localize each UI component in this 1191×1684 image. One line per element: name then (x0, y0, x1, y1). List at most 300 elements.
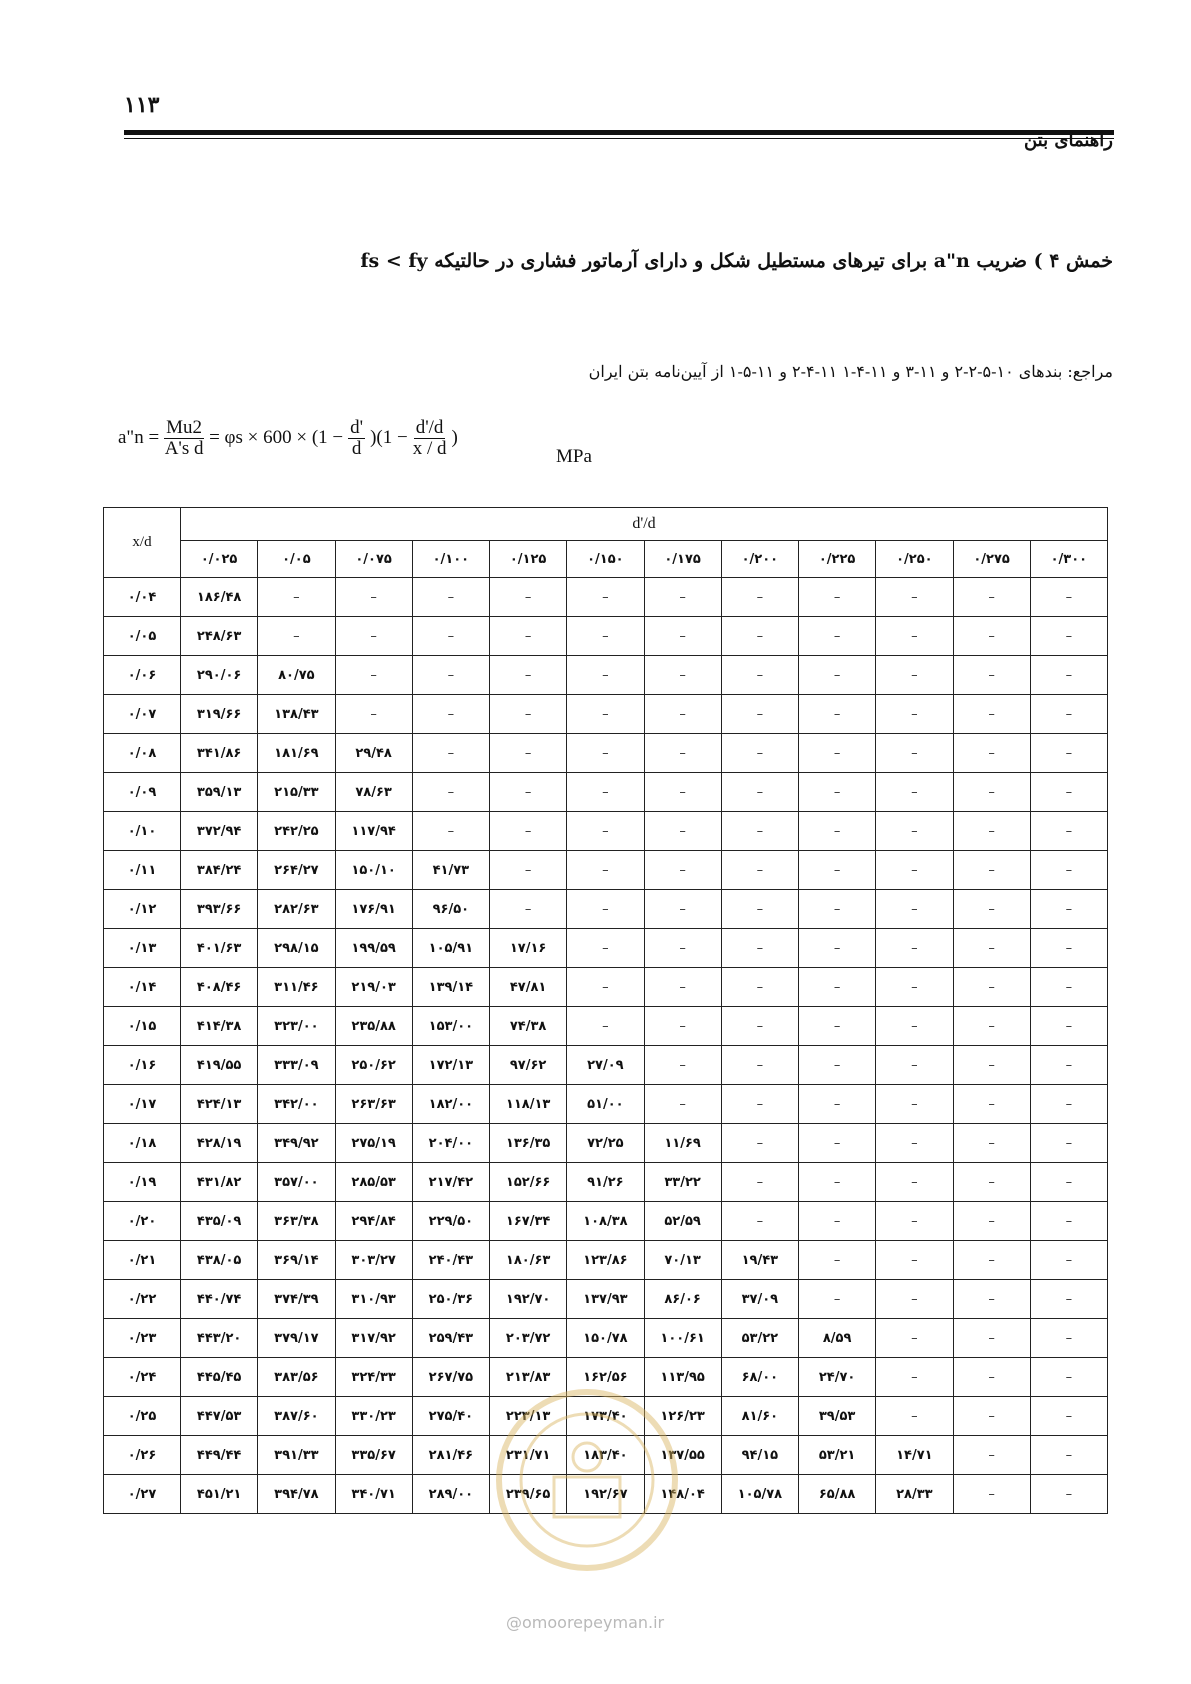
table-cell: – (335, 695, 412, 734)
table-cell: – (799, 1085, 876, 1124)
row-header-xd: ۰/۰۷ (104, 695, 181, 734)
column-header: ۰/۱۰۰ (412, 541, 489, 578)
table-cell: ۱۵۰/۱۰ (335, 851, 412, 890)
table-cell: ۳۸۷/۶۰ (258, 1397, 335, 1436)
page-number: ۱۱۳ (124, 92, 160, 118)
table-row (104, 617, 1108, 656)
table-cell: – (721, 695, 798, 734)
table-cell: ۷۸/۶۳ (335, 773, 412, 812)
table-cell: – (644, 1085, 721, 1124)
table-cell: ۴۴۵/۴۵ (181, 1358, 258, 1397)
table-cell: – (953, 578, 1030, 617)
table-cell: – (953, 1319, 1030, 1358)
table-cell: ۳۱۰/۹۳ (335, 1280, 412, 1319)
table-cell: – (644, 734, 721, 773)
formula-num-1: Mu2 (166, 417, 203, 438)
row-header-xd: ۰/۲۱ (104, 1241, 181, 1280)
table-cell: ۳۷۴/۳۹ (258, 1280, 335, 1319)
table-cell: – (876, 734, 953, 773)
table-cell: ۵۳/۲۲ (721, 1319, 798, 1358)
table-cell: – (799, 617, 876, 656)
table-cell: – (953, 1358, 1030, 1397)
table-cell: – (953, 968, 1030, 1007)
table-cell: – (1030, 1280, 1107, 1319)
formula-fraction-1 (164, 418, 204, 459)
table-cell: – (953, 617, 1030, 656)
table-cell: ۱۰۸/۳۸ (567, 1202, 644, 1241)
row-header-xd: ۰/۱۴ (104, 968, 181, 1007)
table-cell: – (1030, 968, 1107, 1007)
table-cell: – (876, 695, 953, 734)
table-cell: – (799, 1280, 876, 1319)
running-head: راهنمای بتن (1023, 130, 1113, 151)
row-header-xd: ۰/۰۹ (104, 773, 181, 812)
table-row (104, 1007, 1108, 1046)
table-cell: – (1030, 1007, 1107, 1046)
table-cell: ۱۴/۷۱ (876, 1436, 953, 1475)
table-cell: ۱۷۶/۹۱ (335, 890, 412, 929)
formula-end: ) (451, 427, 458, 449)
table-row (104, 1202, 1108, 1241)
table-cell: – (799, 1163, 876, 1202)
table-cell: ۱۶۲/۵۶ (567, 1358, 644, 1397)
table-cell: – (799, 695, 876, 734)
column-header: ۰/۱۷۵ (644, 541, 721, 578)
row-header-xd: ۰/۰۶ (104, 656, 181, 695)
table-row (104, 773, 1108, 812)
table-cell: ۲۴۰/۴۳ (412, 1241, 489, 1280)
table-cell: – (567, 656, 644, 695)
table-cell: – (876, 1319, 953, 1358)
table-cell: ۳۳۳/۰۹ (258, 1046, 335, 1085)
table-cell: ۴۱/۷۳ (412, 851, 489, 890)
table-cell: – (876, 773, 953, 812)
table-cell: – (799, 734, 876, 773)
table-cell: ۷۴/۳۸ (490, 1007, 567, 1046)
column-header: ۰/۲۷۵ (953, 541, 1030, 578)
table-cell: – (567, 617, 644, 656)
table-cell: – (953, 773, 1030, 812)
table-cell: – (799, 656, 876, 695)
publisher-seal-icon (492, 1385, 682, 1575)
table-cell: ۱۷۲/۱۳ (412, 1046, 489, 1085)
table-cell: ۹۷/۶۲ (490, 1046, 567, 1085)
table-cell: – (876, 1085, 953, 1124)
table-cell: – (953, 695, 1030, 734)
table-cell: – (876, 1163, 953, 1202)
table-cell: – (721, 812, 798, 851)
row-header-xd: ۰/۲۷ (104, 1475, 181, 1514)
table-cell: – (876, 1397, 953, 1436)
table-cell: ۲۳۱/۷۱ (490, 1436, 567, 1475)
table-cell: – (1030, 734, 1107, 773)
table-cell: ۳۱۱/۴۶ (258, 968, 335, 1007)
table-row (104, 1124, 1108, 1163)
table-cell: – (799, 812, 876, 851)
coefficient-table (103, 507, 1108, 1514)
table-cell: ۱۰۵/۹۱ (412, 929, 489, 968)
table-cell: – (876, 578, 953, 617)
table-row (104, 578, 1108, 617)
table-cell: – (567, 695, 644, 734)
table-cell: ۲۷/۰۹ (567, 1046, 644, 1085)
table-cell: ۳۳۵/۶۷ (335, 1436, 412, 1475)
table-cell: – (490, 578, 567, 617)
table-cell: ۱۵۳/۰۰ (412, 1007, 489, 1046)
table-cell: – (953, 890, 1030, 929)
table-cell: – (799, 851, 876, 890)
section-condition: fs < fy (360, 250, 428, 272)
table-cell: – (490, 851, 567, 890)
table-cell: ۳۵۹/۱۳ (181, 773, 258, 812)
table-cell: ۴۴۳/۲۰ (181, 1319, 258, 1358)
table-cell: – (258, 578, 335, 617)
table-cell: – (876, 1124, 953, 1163)
row-header-xd: ۰/۱۸ (104, 1124, 181, 1163)
table-cell: – (953, 1046, 1030, 1085)
coefficient-table-wrapper (103, 507, 1108, 1514)
row-header-xd: ۰/۲۲ (104, 1280, 181, 1319)
column-group-title: d'/d (181, 508, 1108, 541)
table-cell: ۲۵۰/۶۲ (335, 1046, 412, 1085)
table-row (104, 968, 1108, 1007)
table-row (104, 695, 1108, 734)
table-cell: – (490, 656, 567, 695)
table-cell: ۸۶/۰۶ (644, 1280, 721, 1319)
table-cell: – (876, 812, 953, 851)
table-cell: ۱۸۶/۴۸ (181, 578, 258, 617)
table-cell: – (1030, 851, 1107, 890)
table-cell: – (490, 695, 567, 734)
table-cell: ۲۵۰/۳۶ (412, 1280, 489, 1319)
table-cell: – (335, 578, 412, 617)
table-cell: – (799, 578, 876, 617)
table-cell: – (644, 890, 721, 929)
table-cell: – (721, 890, 798, 929)
formula-mid-2: )(1 − (370, 427, 408, 449)
table-cell: – (258, 617, 335, 656)
table-cell: – (1030, 773, 1107, 812)
table-cell: ۳۵۷/۰۰ (258, 1163, 335, 1202)
table-cell: ۲۱۹/۰۳ (335, 968, 412, 1007)
seal-grid (554, 1477, 620, 1517)
column-header: ۰/۰۲۵ (181, 541, 258, 578)
table-cell: ۱۱۷/۹۴ (335, 812, 412, 851)
table-row (104, 1163, 1108, 1202)
unit-label: MPa (556, 446, 592, 467)
table-cell: ۲۷۵/۴۰ (412, 1397, 489, 1436)
table-cell: – (876, 851, 953, 890)
table-cell: ۳۲۳/۰۰ (258, 1007, 335, 1046)
table-cell: – (876, 1241, 953, 1280)
table-cell: ۱۳۸/۴۳ (258, 695, 335, 734)
table-row (104, 656, 1108, 695)
table-cell: – (799, 1241, 876, 1280)
header-rule (124, 130, 1114, 135)
table-cell: ۲۵۹/۴۳ (412, 1319, 489, 1358)
table-cell: – (567, 851, 644, 890)
formula-lhs: a"n = (118, 427, 160, 449)
table-cell: ۳۷۲/۹۴ (181, 812, 258, 851)
table-cell: ۲۱۵/۳۳ (258, 773, 335, 812)
table-cell: – (721, 1124, 798, 1163)
table-cell: – (567, 929, 644, 968)
table-cell: – (721, 1046, 798, 1085)
table-cell: – (1030, 1358, 1107, 1397)
seal-center-mark (573, 1443, 601, 1471)
formula-num-2: d' (350, 417, 364, 438)
table-cell: ۱۵۲/۶۶ (490, 1163, 567, 1202)
table-cell: – (567, 578, 644, 617)
table-cell: – (721, 851, 798, 890)
table-cell: – (490, 890, 567, 929)
table-cell: – (644, 812, 721, 851)
table-cell: – (953, 1241, 1030, 1280)
row-header-xd: ۰/۲۰ (104, 1202, 181, 1241)
row-header-xd: ۰/۰۵ (104, 617, 181, 656)
table-cell: ۳۳/۲۲ (644, 1163, 721, 1202)
seal-inner-ring (521, 1414, 653, 1546)
table-cell: ۸۰/۷۵ (258, 656, 335, 695)
table-cell: ۳۴۲/۰۰ (258, 1085, 335, 1124)
table-cell: – (644, 968, 721, 1007)
formula-den-1: A's d (164, 437, 204, 459)
table-cell: – (490, 812, 567, 851)
section-title (113, 250, 1113, 272)
table-cell: ۲۶۷/۷۵ (412, 1358, 489, 1397)
table-cell: ۹۱/۲۶ (567, 1163, 644, 1202)
formula-den-2: d (351, 437, 362, 459)
table-cell: ۱۹/۴۳ (721, 1241, 798, 1280)
table-cell: – (644, 1007, 721, 1046)
table-cell: ۲۳۵/۸۸ (335, 1007, 412, 1046)
table-row (104, 1319, 1108, 1358)
row-header-xd: ۰/۱۱ (104, 851, 181, 890)
table-cell: ۲۷۵/۱۹ (335, 1124, 412, 1163)
table-cell: – (953, 734, 1030, 773)
table-cell: ۸/۵۹ (799, 1319, 876, 1358)
row-header-xd: ۰/۰۸ (104, 734, 181, 773)
formula-den-3: x / d (412, 437, 447, 459)
table-cell: – (644, 929, 721, 968)
table-cell: – (490, 734, 567, 773)
table-row (104, 1046, 1108, 1085)
table-cell: – (721, 578, 798, 617)
table-cell: ۲۶۴/۲۷ (258, 851, 335, 890)
table-cell: ۴۳۸/۰۵ (181, 1241, 258, 1280)
row-header-xd: ۰/۲۵ (104, 1397, 181, 1436)
table-cell: ۲۱۳/۸۳ (490, 1358, 567, 1397)
table-cell: ۴۱۴/۳۸ (181, 1007, 258, 1046)
table-cell: ۱۶۷/۳۴ (490, 1202, 567, 1241)
table-cell: ۹۴/۱۵ (721, 1436, 798, 1475)
column-header: ۰/۳۰۰ (1030, 541, 1107, 578)
table-cell: ۴۰۱/۶۳ (181, 929, 258, 968)
table-cell: – (721, 1163, 798, 1202)
column-header: ۰/۲۰۰ (721, 541, 798, 578)
table-cell: – (644, 773, 721, 812)
column-header: ۰/۰۵ (258, 541, 335, 578)
table-cell: ۴۴۷/۵۳ (181, 1397, 258, 1436)
table-cell: ۶۸/۰۰ (721, 1358, 798, 1397)
table-cell: – (876, 1007, 953, 1046)
table-cell: ۲۰۳/۷۲ (490, 1319, 567, 1358)
watermark: @omoorepeyman.ir (506, 1613, 665, 1632)
table-cell: ۵۲/۵۹ (644, 1202, 721, 1241)
table-cell: ۱۸۲/۰۰ (412, 1085, 489, 1124)
table-row (104, 734, 1108, 773)
row-header-xd: ۰/۲۴ (104, 1358, 181, 1397)
formula (118, 418, 458, 459)
table-cell: ۳۱۹/۶۶ (181, 695, 258, 734)
table-cell: ۴۵۱/۲۱ (181, 1475, 258, 1514)
table-cell: – (412, 695, 489, 734)
table-cell: ۲۸/۳۳ (876, 1475, 953, 1514)
table-cell: – (644, 578, 721, 617)
table-cell: – (1030, 1085, 1107, 1124)
table-cell: ۳۴۹/۹۲ (258, 1124, 335, 1163)
table-cell: ۲۹/۴۸ (335, 734, 412, 773)
table-cell: ۵۱/۰۰ (567, 1085, 644, 1124)
table-cell: ۲۰۴/۰۰ (412, 1124, 489, 1163)
table-cell: – (876, 890, 953, 929)
table-cell: – (799, 890, 876, 929)
seal-outer-ring (499, 1392, 675, 1568)
formula-fraction-2 (348, 418, 365, 459)
column-header: ۰/۰۷۵ (335, 541, 412, 578)
table-cell: – (721, 968, 798, 1007)
table-cell: – (953, 1085, 1030, 1124)
table-cell: ۲۲۹/۵۰ (412, 1202, 489, 1241)
table-cell: – (721, 1085, 798, 1124)
table-cell: ۳۶۹/۱۴ (258, 1241, 335, 1280)
section-title-text: خمش ۴ ) ضریب a"n برای تیرهای مستطیل شکل و دارای آرماتور فشاری در حالتیکه (434, 250, 1113, 272)
table-row (104, 812, 1108, 851)
table-cell: – (721, 929, 798, 968)
table-cell: ۱۱/۶۹ (644, 1124, 721, 1163)
table-cell: – (412, 812, 489, 851)
table-cell: – (953, 1280, 1030, 1319)
table-cell: ۲۸۲/۶۳ (258, 890, 335, 929)
table-cell: ۹۶/۵۰ (412, 890, 489, 929)
table-cell: ۴۱۹/۵۵ (181, 1046, 258, 1085)
table-cell: ۷۲/۲۵ (567, 1124, 644, 1163)
table-cell: – (567, 890, 644, 929)
table-cell: – (721, 617, 798, 656)
table-cell: ۴۰۸/۴۶ (181, 968, 258, 1007)
table-cell: – (1030, 1397, 1107, 1436)
row-header-xd: ۰/۲۶ (104, 1436, 181, 1475)
table-cell: – (799, 968, 876, 1007)
table-header-row-1 (104, 508, 1108, 541)
table-row (104, 851, 1108, 890)
table-cell: ۱۰۵/۷۸ (721, 1475, 798, 1514)
table-cell: – (876, 1202, 953, 1241)
table-cell: ۲۸۵/۵۳ (335, 1163, 412, 1202)
table-row (104, 929, 1108, 968)
row-header-xd: ۰/۲۳ (104, 1319, 181, 1358)
table-cell: ۱۳۹/۱۴ (412, 968, 489, 1007)
table-cell: ۲۲۳/۱۳ (490, 1397, 567, 1436)
table-cell: – (1030, 1202, 1107, 1241)
table-cell: – (721, 1202, 798, 1241)
table-cell: – (953, 656, 1030, 695)
table-cell: ۳۱۷/۹۲ (335, 1319, 412, 1358)
table-cell: ۳۷۹/۱۷ (258, 1319, 335, 1358)
table-cell: ۲۶۳/۶۳ (335, 1085, 412, 1124)
table-cell: ۱۸۰/۶۳ (490, 1241, 567, 1280)
table-cell: – (799, 1124, 876, 1163)
table-cell: ۱۵۰/۷۸ (567, 1319, 644, 1358)
table-cell: ۲۹۰/۰۶ (181, 656, 258, 695)
table-cell: – (567, 968, 644, 1007)
table-cell: ۱۹۲/۶۷ (567, 1475, 644, 1514)
table-cell: ۳۹۳/۶۶ (181, 890, 258, 929)
table-cell: ۱۸۳/۴۰ (567, 1436, 644, 1475)
table-cell: ۲۴۸/۶۳ (181, 617, 258, 656)
table-cell: – (644, 1046, 721, 1085)
table-cell: ۱۲۶/۲۳ (644, 1397, 721, 1436)
table-cell: ۲۱۷/۴۲ (412, 1163, 489, 1202)
table-cell: – (1030, 890, 1107, 929)
table-cell: – (953, 929, 1030, 968)
table-cell: – (953, 1475, 1030, 1514)
table-cell: ۱۸۱/۶۹ (258, 734, 335, 773)
table-cell: – (1030, 929, 1107, 968)
table-cell: ۳۸۴/۲۴ (181, 851, 258, 890)
table-cell: ۸۱/۶۰ (721, 1397, 798, 1436)
table-cell: – (799, 773, 876, 812)
row-header-xd: ۰/۱۵ (104, 1007, 181, 1046)
table-cell: – (1030, 1046, 1107, 1085)
table-cell: – (799, 1202, 876, 1241)
table-cell: ۳۷/۰۹ (721, 1280, 798, 1319)
row-header-xd: ۰/۱۰ (104, 812, 181, 851)
table-cell: ۵۳/۲۱ (799, 1436, 876, 1475)
table-cell: – (953, 1124, 1030, 1163)
table-cell: ۱۴۸/۰۴ (644, 1475, 721, 1514)
table-cell: – (1030, 1436, 1107, 1475)
table-cell: ۶۵/۸۸ (799, 1475, 876, 1514)
table-cell: – (1030, 695, 1107, 734)
table-cell: ۱۳۷/۵۵ (644, 1436, 721, 1475)
table-cell: ۳۹۱/۳۳ (258, 1436, 335, 1475)
table-cell: – (953, 1397, 1030, 1436)
row-header-xd: ۰/۱۶ (104, 1046, 181, 1085)
table-cell: – (1030, 617, 1107, 656)
table-cell: – (953, 851, 1030, 890)
row-header-xd: ۰/۱۹ (104, 1163, 181, 1202)
table-cell: ۱۷/۱۶ (490, 929, 567, 968)
table-cell: – (1030, 578, 1107, 617)
table-cell: ۴۷/۸۱ (490, 968, 567, 1007)
table-cell: ۱۹۲/۷۰ (490, 1280, 567, 1319)
table-cell: – (335, 617, 412, 656)
table-body (104, 578, 1108, 1514)
table-cell: ۲۸۱/۴۶ (412, 1436, 489, 1475)
table-cell: ۱۱۳/۹۵ (644, 1358, 721, 1397)
table-cell: – (1030, 1475, 1107, 1514)
table-cell: – (953, 812, 1030, 851)
table-cell: – (644, 656, 721, 695)
table-cell: – (644, 617, 721, 656)
table-cell: – (799, 929, 876, 968)
table-cell: ۳۰۳/۲۷ (335, 1241, 412, 1280)
table-cell: – (799, 1007, 876, 1046)
formula-fraction-3 (413, 418, 447, 459)
table-cell: – (876, 1358, 953, 1397)
column-header: ۰/۲۲۵ (799, 541, 876, 578)
